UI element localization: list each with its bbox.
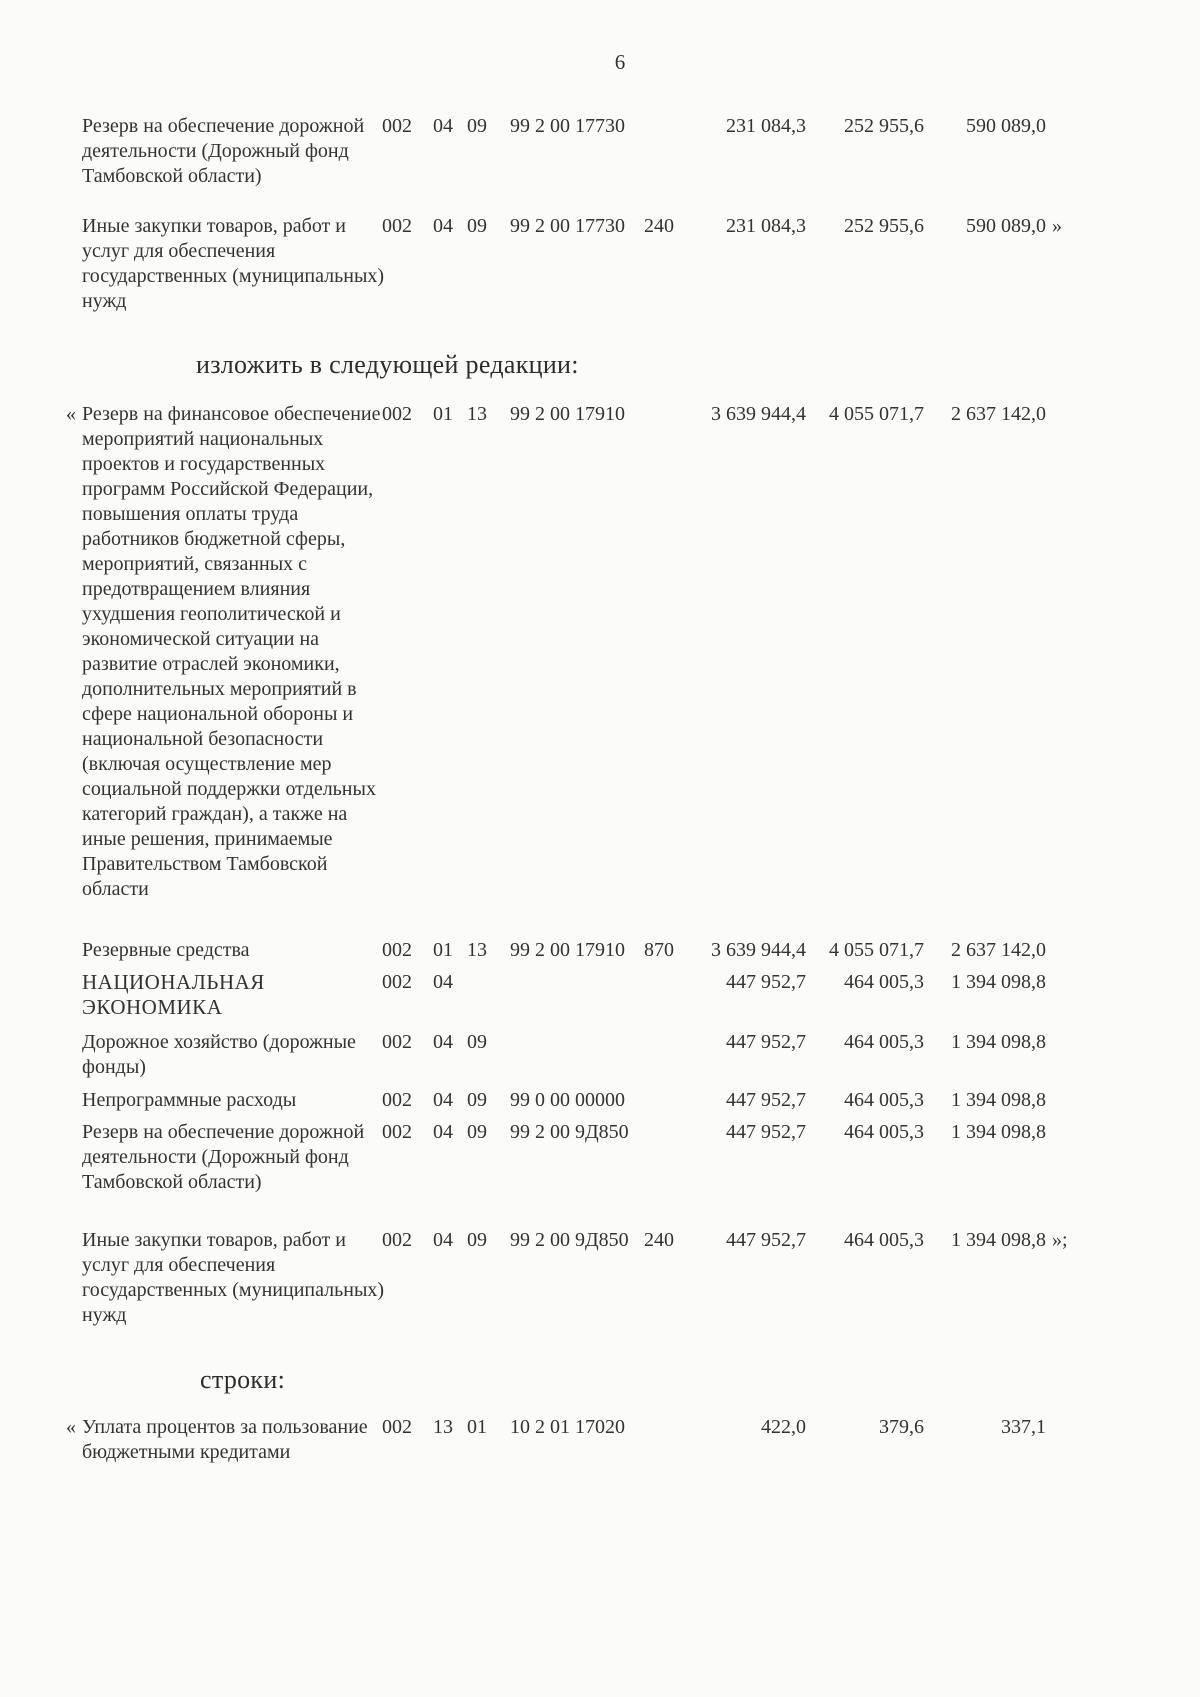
table-section-new xyxy=(0,402,1200,1328)
row-name: Резерв на обеспечение дорожной деятельности (Дорожный фонд Тамбовской области) xyxy=(82,115,365,187)
cell-pr: 09 xyxy=(467,1229,487,1251)
cell-pr: 09 xyxy=(467,115,487,137)
table-row xyxy=(0,970,1200,1030)
cell-year3: 2 637 142,0 xyxy=(951,939,1046,961)
cell-pr: 09 xyxy=(467,1089,487,1111)
cell-year3: 1 394 098,8 xyxy=(951,1089,1046,1111)
cell-rz: 04 xyxy=(433,971,453,993)
cell-year1: 3 639 944,4 xyxy=(711,403,806,425)
cell-pr: 13 xyxy=(467,403,487,425)
cell-rz: 04 xyxy=(433,1089,453,1111)
cell-vr: 870 xyxy=(644,939,674,961)
open-quote: « xyxy=(66,403,76,425)
cell-gr: 002 xyxy=(382,939,412,961)
cell-year1: 422,0 xyxy=(761,1416,806,1438)
cell-year3: 590 089,0 xyxy=(966,115,1046,137)
cell-rz: 04 xyxy=(433,1121,453,1143)
table-row xyxy=(0,1088,1200,1120)
row-name: Дорожное хозяйство (дорожные фонды) xyxy=(82,1031,356,1078)
row-name: Резерв на финансовое обеспечение мероприятий национальных проектов и государственных программ Российской Федерации, повышения оплаты труда работников бюджетной сферы, мероприятий, связанных с предотвращением влияния ухудшения геополитической и экономической ситуации на развитие отраслей экономики, дополнительных мероприятий в сфере национальной обороны и национальной безопасности (включая осуществление мер социальной поддержки отдельных категорий граждан), а также на иные решения, принимаемые Правительством Тамбовской области xyxy=(82,403,381,900)
table-row xyxy=(0,1120,1200,1228)
cell-year2: 464 005,3 xyxy=(844,1121,924,1143)
table-row xyxy=(0,938,1200,970)
cell-year3: 590 089,0 xyxy=(966,215,1046,237)
cell-gr: 002 xyxy=(382,115,412,137)
table-section-before xyxy=(0,114,1200,314)
row-suffix: » xyxy=(1052,215,1062,237)
table-row xyxy=(0,1228,1200,1328)
table-row xyxy=(0,402,1200,938)
cell-csr: 99 0 00 00000 xyxy=(510,1089,625,1111)
cell-csr: 99 2 00 17910 xyxy=(510,403,625,425)
cell-gr: 002 xyxy=(382,403,412,425)
cell-year1: 3 639 944,4 xyxy=(711,939,806,961)
cell-year1: 447 952,7 xyxy=(726,1229,806,1251)
cell-csr: 99 2 00 9Д850 xyxy=(510,1229,629,1251)
open-quote: « xyxy=(66,1416,76,1438)
cell-year3: 1 394 098,8 xyxy=(951,1229,1046,1251)
row-suffix: »; xyxy=(1052,1229,1068,1251)
cell-csr: 99 2 00 17730 xyxy=(510,215,625,237)
table-row xyxy=(0,214,1200,314)
cell-rz: 04 xyxy=(433,215,453,237)
row-name: Иные закупки товаров, работ и услуг для обеспечения государственных (муниципальных) нужд xyxy=(82,1229,385,1326)
cell-rz: 04 xyxy=(433,115,453,137)
cell-year3: 1 394 098,8 xyxy=(951,971,1046,993)
cell-pr: 09 xyxy=(467,1121,487,1143)
cell-year1: 231 084,3 xyxy=(726,115,806,137)
table-section-rows xyxy=(0,1415,1200,1495)
cell-rz: 13 xyxy=(433,1416,453,1438)
cell-year3: 1 394 098,8 xyxy=(951,1121,1046,1143)
table-row xyxy=(0,114,1200,214)
cell-gr: 002 xyxy=(382,1229,412,1251)
cell-gr: 002 xyxy=(382,971,412,993)
heading-rows: строки: xyxy=(200,1365,286,1394)
cell-rz: 01 xyxy=(433,403,453,425)
cell-year2: 4 055 071,7 xyxy=(829,403,924,425)
cell-year3: 1 394 098,8 xyxy=(951,1031,1046,1053)
cell-gr: 002 xyxy=(382,1089,412,1111)
row-name: Непрограммные расходы xyxy=(82,1089,297,1111)
cell-pr: 09 xyxy=(467,215,487,237)
cell-year1: 447 952,7 xyxy=(726,1121,806,1143)
cell-csr: 99 2 00 17730 xyxy=(510,115,625,137)
cell-year1: 231 084,3 xyxy=(726,215,806,237)
cell-csr: 99 2 00 9Д850 xyxy=(510,1121,629,1143)
table-row xyxy=(0,1030,1200,1088)
cell-pr: 13 xyxy=(467,939,487,961)
cell-year2: 252 955,6 xyxy=(844,215,924,237)
cell-year2: 252 955,6 xyxy=(844,115,924,137)
cell-year2: 464 005,3 xyxy=(844,1089,924,1111)
cell-year1: 447 952,7 xyxy=(726,1089,806,1111)
cell-year2: 464 005,3 xyxy=(844,1229,924,1251)
cell-year1: 447 952,7 xyxy=(726,1031,806,1053)
cell-year2: 4 055 071,7 xyxy=(829,939,924,961)
cell-year2: 464 005,3 xyxy=(844,1031,924,1053)
cell-rz: 04 xyxy=(433,1229,453,1251)
cell-csr: 10 2 01 17020 xyxy=(510,1416,625,1438)
cell-gr: 002 xyxy=(382,1031,412,1053)
cell-gr: 002 xyxy=(382,215,412,237)
cell-csr: 99 2 00 17910 xyxy=(510,939,625,961)
page-number: 6 xyxy=(614,50,626,74)
heading-edit-instruction: изложить в следующей редакции: xyxy=(196,350,579,379)
cell-rz: 04 xyxy=(433,1031,453,1053)
cell-year3: 2 637 142,0 xyxy=(951,403,1046,425)
cell-year2: 379,6 xyxy=(879,1416,924,1438)
cell-vr: 240 xyxy=(644,215,674,237)
table-row xyxy=(0,1415,1200,1495)
cell-pr: 09 xyxy=(467,1031,487,1053)
cell-year1: 447 952,7 xyxy=(726,971,806,993)
cell-year3: 337,1 xyxy=(1001,1416,1046,1438)
cell-pr: 01 xyxy=(467,1416,487,1438)
row-name: НАЦИОНАЛЬНАЯ ЭКОНОМИКА xyxy=(82,970,265,1019)
cell-gr: 002 xyxy=(382,1121,412,1143)
cell-gr: 002 xyxy=(382,1416,412,1438)
cell-year2: 464 005,3 xyxy=(844,971,924,993)
cell-vr: 240 xyxy=(644,1229,674,1251)
row-name: Резерв на обеспечение дорожной деятельности (Дорожный фонд Тамбовской области) xyxy=(82,1121,365,1193)
cell-rz: 01 xyxy=(433,939,453,961)
row-name: Уплата процентов за пользование бюджетными кредитами xyxy=(82,1416,368,1463)
row-name: Иные закупки товаров, работ и услуг для обеспечения государственных (муниципальных) нужд xyxy=(82,215,385,312)
row-name: Резервные средства xyxy=(82,939,250,961)
